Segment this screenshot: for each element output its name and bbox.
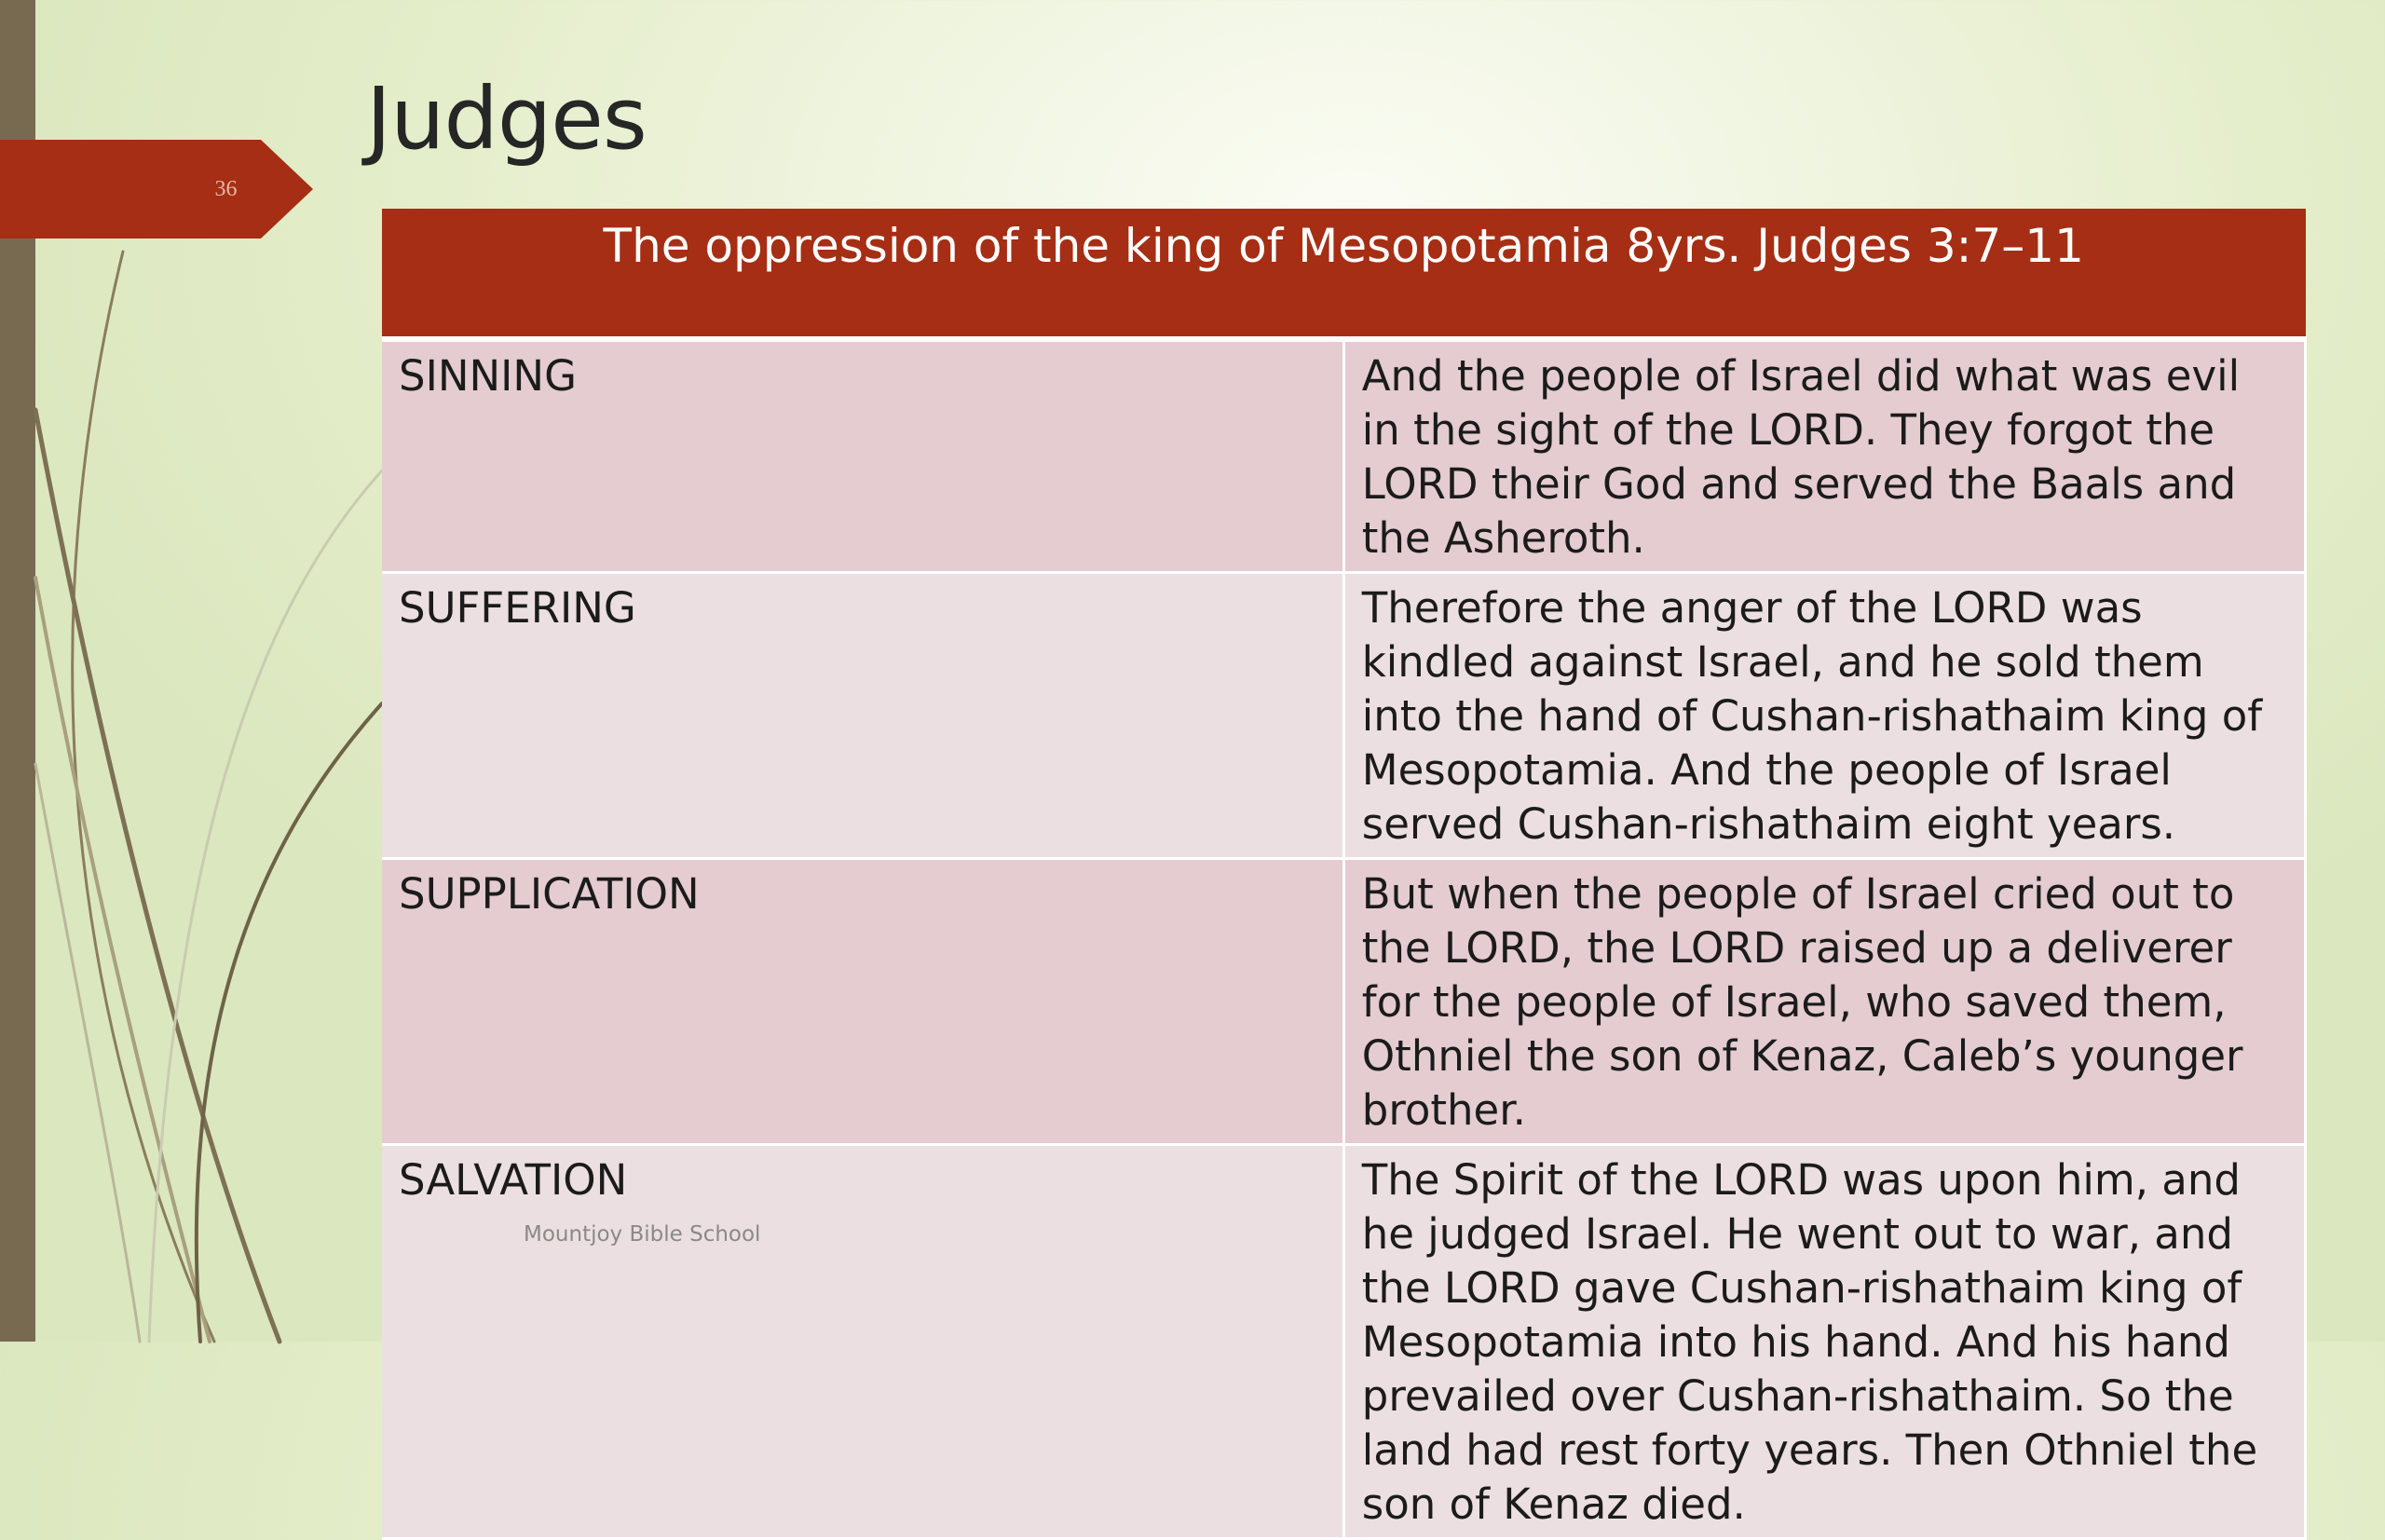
decor-curve-2 bbox=[35, 410, 279, 1342]
table-row-supplication bbox=[382, 859, 2306, 1145]
decor-curve-1 bbox=[73, 252, 214, 1342]
decor-curve-3 bbox=[35, 578, 210, 1342]
decor-curve-6 bbox=[35, 764, 140, 1342]
footer-text: Mountjoy Bible School bbox=[524, 1222, 761, 1247]
decor-curve-5 bbox=[149, 470, 382, 1342]
row-text: But when the people of Israel cried out to the LORD, the LORD raised up a deliverer for the people of Israel, who saved them, Othniel the son of Kenaz, Caleb’s younger brother. bbox=[1343, 859, 2305, 1145]
table-row-suffering bbox=[382, 573, 2306, 859]
slide-number: 36 bbox=[214, 177, 238, 201]
row-text: Therefore the anger of the LORD was kindled against Israel, and he sold them into the hand of Cushan-rishathaim king of Mesopotamia. And the people of Israel served Cushan-rishathaim eight years. bbox=[1343, 573, 2305, 859]
table-header: The oppression of the king of Mesopotamia 8yrs. Judges 3:7–11 bbox=[382, 209, 2306, 339]
slide-title: Judges bbox=[366, 69, 647, 169]
row-label: SUFFERING bbox=[382, 573, 1343, 859]
row-label: SALVATION bbox=[382, 1145, 1343, 1539]
slide-number-tab bbox=[0, 140, 313, 238]
row-text: The Spirit of the LORD was upon him, and he judged Israel. He went out to war, and the LORD gave Cushan-rishathaim king of Mesopotamia into his hand. And his hand prevailed over Cushan-rishathaim. So the land had rest forty years. Then Othniel the son of Kenaz died. bbox=[1343, 1145, 2305, 1539]
row-label: SUPPLICATION bbox=[382, 859, 1343, 1145]
row-label: SINNING bbox=[382, 339, 1343, 573]
decor-curve-4 bbox=[197, 703, 382, 1342]
judges-table bbox=[382, 209, 2307, 1540]
table-row-sinning bbox=[382, 339, 2306, 573]
table-row-salvation bbox=[382, 1145, 2306, 1539]
row-text: And the people of Israel did what was evil in the sight of the LORD. They forgot the LORD their God and served the Baals and the Asheroth. bbox=[1343, 339, 2305, 573]
